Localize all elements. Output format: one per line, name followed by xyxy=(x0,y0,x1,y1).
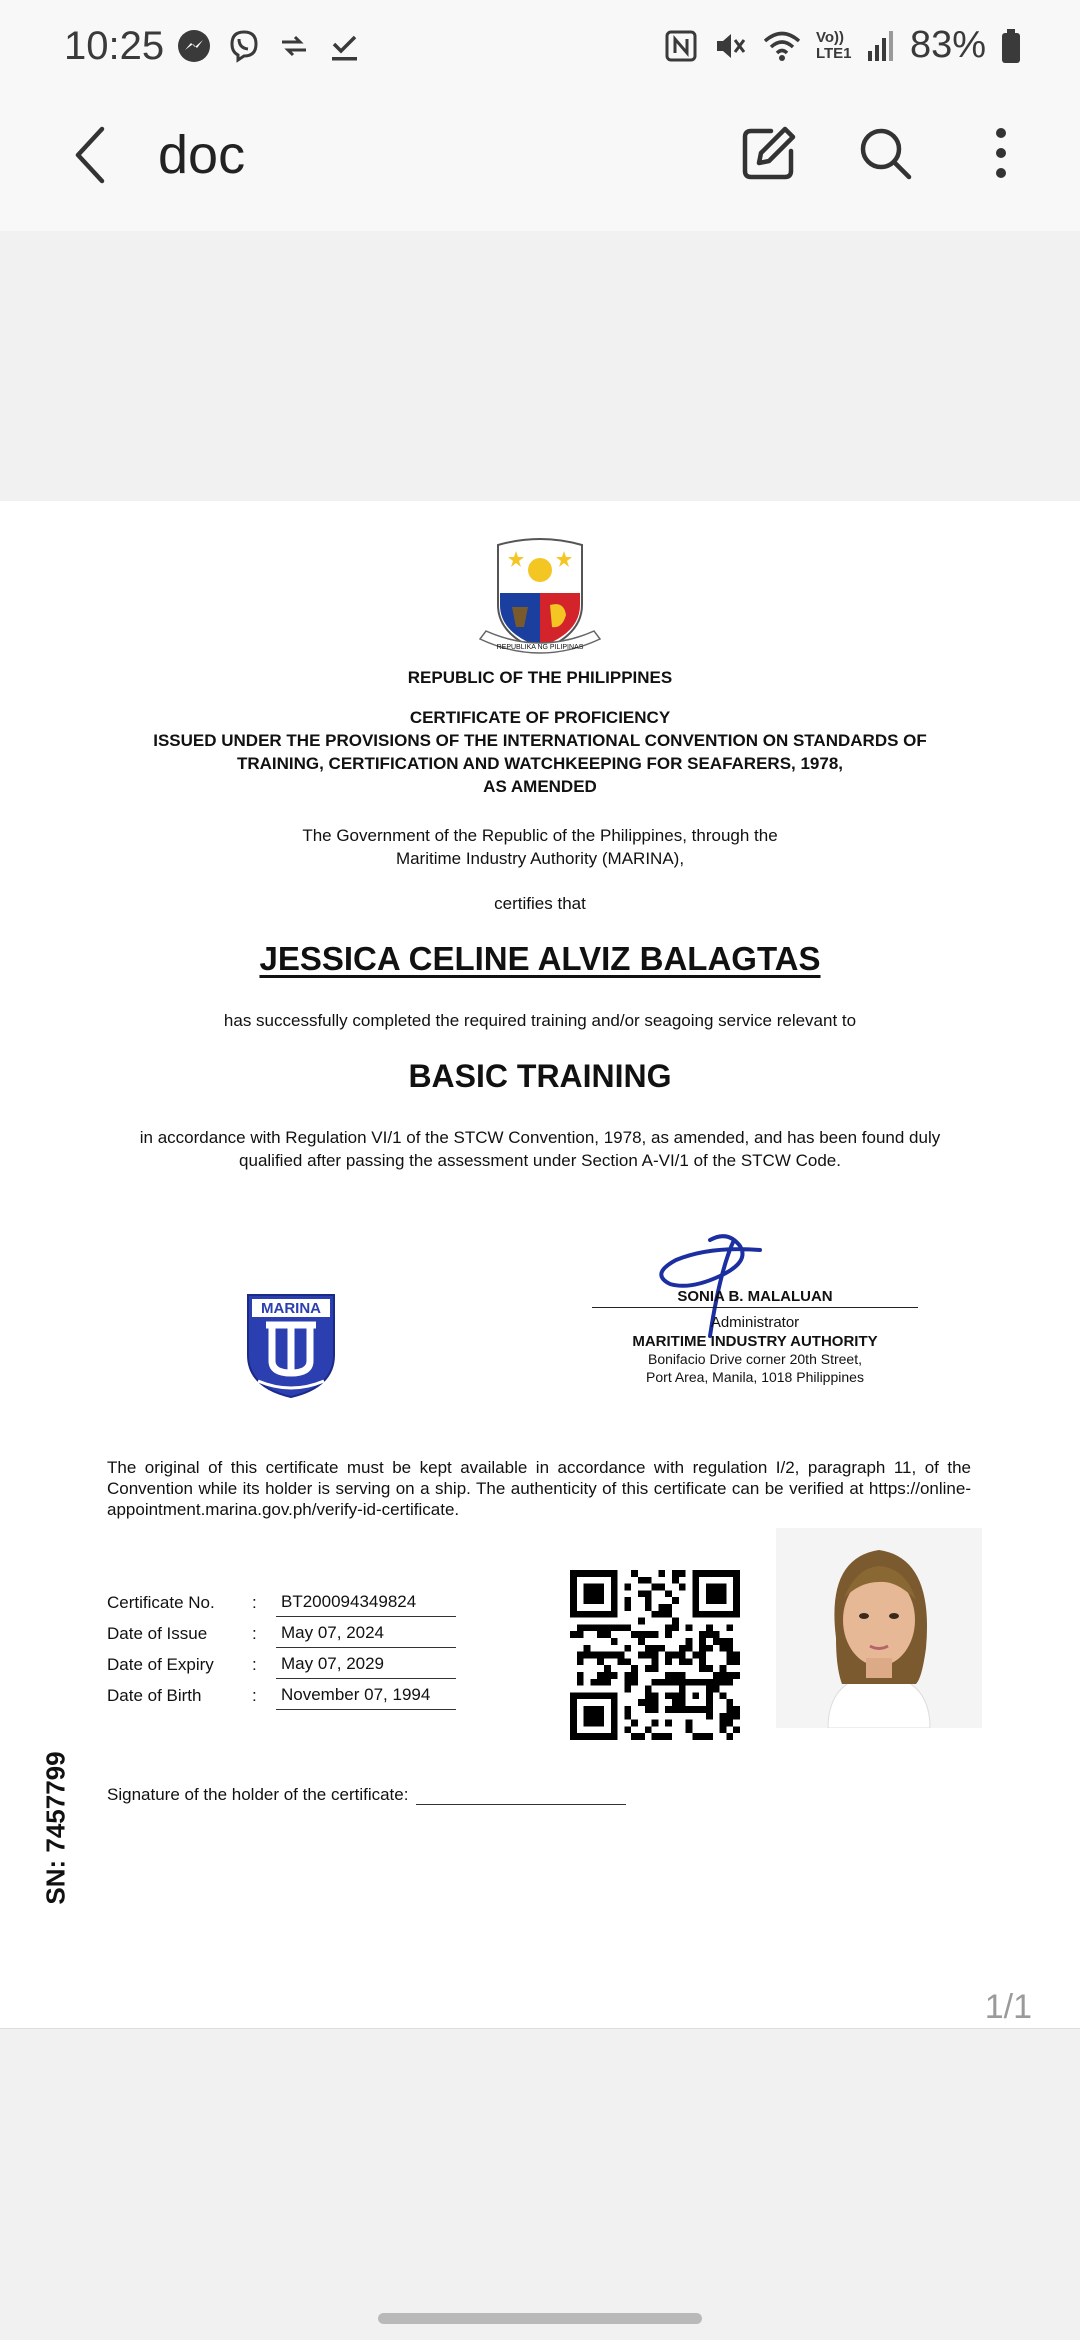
holder-photo xyxy=(776,1528,982,1728)
detail-label: Certificate No. xyxy=(107,1593,215,1612)
edit-icon xyxy=(741,125,797,181)
certificate-details xyxy=(107,1586,457,1710)
signatory-address-line: Port Area, Manila, 1018 Philippines xyxy=(646,1369,864,1385)
signal-icon xyxy=(866,29,896,63)
system-status xyxy=(664,24,1022,67)
viewer-background[interactable] xyxy=(0,231,1080,501)
home-indicator[interactable] xyxy=(378,2313,702,2324)
page-indicator: 1/1 xyxy=(984,1988,1032,2026)
course-title: BASIC TRAINING xyxy=(408,1058,672,1094)
search-icon xyxy=(857,125,913,181)
search-button[interactable] xyxy=(850,118,920,188)
holder-signature-label: Signature of the holder of the certificate: xyxy=(107,1785,409,1804)
detail-label: Date of Birth xyxy=(107,1686,202,1705)
signatory-name: SONIA B. MALALUAN xyxy=(592,1288,918,1308)
cop-line: AS AMENDED xyxy=(483,777,597,796)
viber-icon xyxy=(226,28,262,64)
marina-logo xyxy=(244,1291,338,1401)
holder-name-text: JESSICA CELINE ALVIZ BALAGTAS xyxy=(259,940,821,977)
cop-line: CERTIFICATE OF PROFICIENCY xyxy=(409,708,671,727)
status-bar xyxy=(0,0,1080,100)
signatory-title: Administrator xyxy=(710,1314,800,1331)
volte-icon: Vo)) LTE1 xyxy=(815,28,852,62)
more-icon xyxy=(993,125,1009,181)
document-title: doc xyxy=(158,125,246,185)
detail-row-date-of-expiry xyxy=(107,1648,457,1679)
svg-text:REPUBLIKA NG PILIPINAS: REPUBLIKA NG PILIPINAS xyxy=(496,644,584,651)
detail-label: Date of Expiry xyxy=(107,1655,214,1674)
signatory-block xyxy=(592,1288,918,1386)
holder-signature-field xyxy=(107,1785,626,1805)
back-arrow-icon xyxy=(72,125,108,185)
app-bar xyxy=(0,100,1080,231)
republic-heading: REPUBLIC OF THE PHILIPPINES xyxy=(407,668,673,687)
certifies-text: certifies that xyxy=(494,894,586,913)
certificate-heading xyxy=(0,706,1080,798)
viewer-background[interactable] xyxy=(0,2028,1080,2340)
detail-colon: : xyxy=(252,1655,257,1674)
cop-line: ISSUED UNDER THE PROVISIONS OF THE INTERNATIONAL CONVENTION ON STANDARDS OF xyxy=(153,731,927,750)
mute-icon xyxy=(712,28,748,64)
detail-row-date-of-issue xyxy=(107,1617,457,1648)
detail-row-certificate-no xyxy=(107,1586,457,1617)
more-options-button[interactable] xyxy=(966,118,1036,188)
serial-number: SN: 7457799 xyxy=(40,1751,71,1905)
detail-value: November 07, 1994 xyxy=(276,1685,456,1710)
download-done-icon xyxy=(326,28,362,64)
detail-colon: : xyxy=(252,1624,257,1643)
detail-value: May 07, 2024 xyxy=(276,1623,456,1648)
govt-line: The Government of the Republic of the Philippines, through the xyxy=(302,826,778,845)
signatory-organization: MARITIME INDUSTRY AUTHORITY xyxy=(632,1333,878,1350)
holder-signature-line xyxy=(416,1789,626,1805)
sync-icon xyxy=(276,28,312,64)
battery-icon xyxy=(1000,28,1022,64)
status-time: 10:25 xyxy=(64,24,165,68)
issuing-government xyxy=(0,824,1080,870)
battery-percent: 83% xyxy=(909,24,986,66)
detail-colon: : xyxy=(252,1593,257,1612)
cop-line: TRAINING, CERTIFICATION AND WATCHKEEPING FOR SEAFARERS, 1978, xyxy=(236,754,844,773)
nfc-icon xyxy=(664,29,698,63)
govt-line: Maritime Industry Authority (MARINA), xyxy=(395,849,685,868)
back-button[interactable] xyxy=(60,120,120,190)
notification-icons xyxy=(176,28,362,64)
detail-row-date-of-birth xyxy=(107,1679,457,1710)
wifi-icon xyxy=(762,28,802,64)
holder-name xyxy=(0,940,1080,978)
edit-button[interactable] xyxy=(734,118,804,188)
signatory-address-line: Bonifacio Drive corner 20th Street, xyxy=(648,1351,862,1367)
svg-text:MARINA: MARINA xyxy=(261,1300,321,1317)
detail-value: BT200094349824 xyxy=(276,1592,456,1617)
verification-qr-code xyxy=(570,1570,740,1740)
detail-colon: : xyxy=(252,1686,257,1705)
detail-label: Date of Issue xyxy=(107,1624,208,1643)
completion-text: has successfully completed the required training and/or seagoing service relevant to xyxy=(223,1011,857,1030)
detail-value: May 07, 2029 xyxy=(276,1654,456,1679)
messenger-icon xyxy=(176,28,212,64)
regulation-text: in accordance with Regulation VI/1 of the STCW Convention, 1978, as amended, and has been found duly qualified after passing the assessment under Section A-VI/1 of the STCW Code. xyxy=(139,1128,941,1170)
authenticity-notice: The original of this certificate must be kept available in accordance with regulation I/2, paragraph 11, of the Convention while its holder is serving on a ship. The authenticity of this certificate can be verified at https://online-appointment.marina.gov.ph/verify-id-certificate. xyxy=(107,1458,971,1519)
app-bar-actions xyxy=(734,118,1036,188)
philippine-coat-of-arms xyxy=(476,535,604,663)
